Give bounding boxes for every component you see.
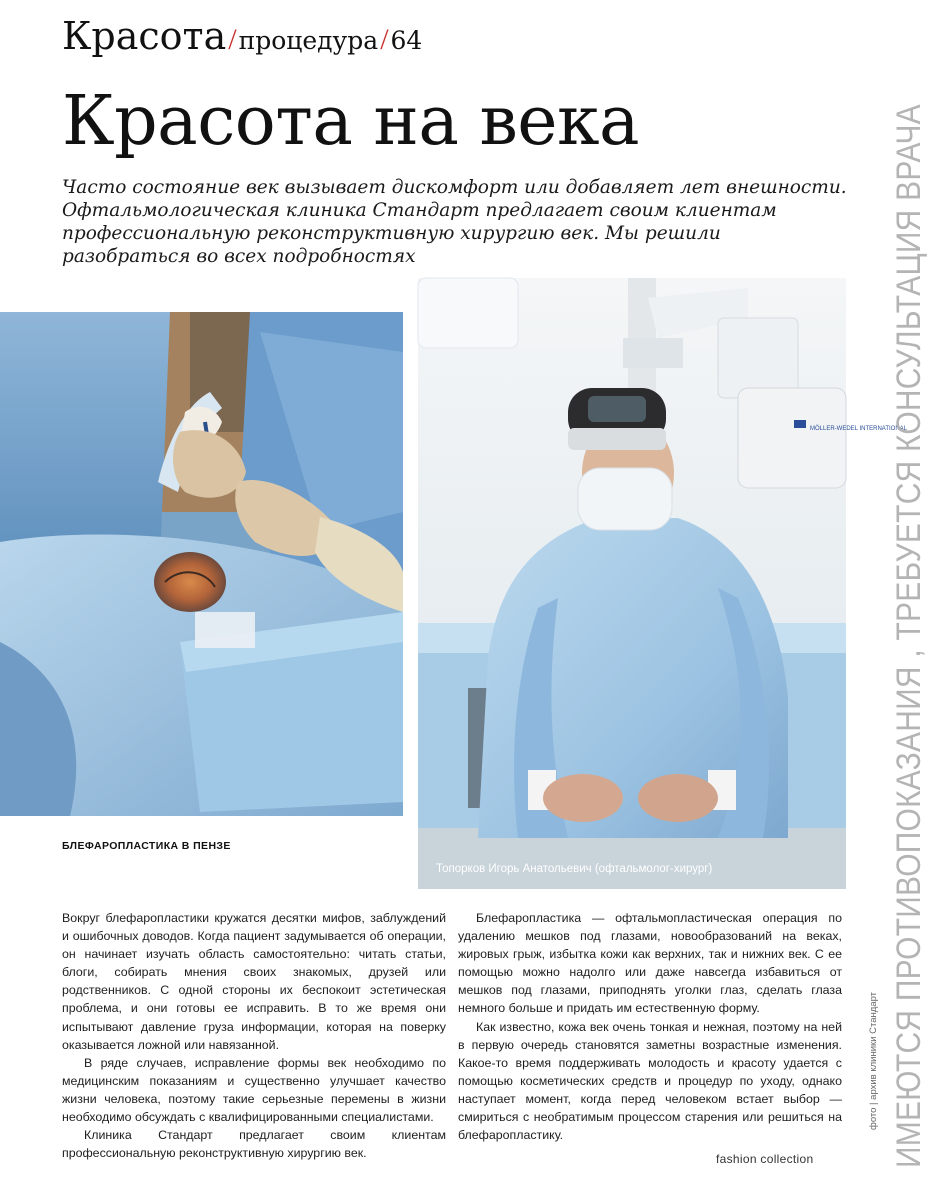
body-paragraph: Клиника Стандарт предлагает своим клиентам профессиональную реконструктивную хирургию век.: [62, 1128, 446, 1161]
body-paragraph: Как известно, кожа век очень тонкая и нежная, поэтому на ней в первую очередь становятся заметны возрастные изменения. Какое-то время поддерживать молодость и красоту удается с помощью косметических средств и процедур по уходу, однако наступает момент, когда перед человеком встает выбор — смириться с необратимым процессом старения или решиться на блефаропластику.: [458, 1019, 842, 1143]
separator: /: [380, 23, 389, 56]
left-photo-caption: БЛЕФАРОПЛАСТИКА В ПЕНЗЕ: [62, 840, 231, 852]
contraindications-notice: ИМЕЮТСЯ ПРОТИВОПОКАЗАНИЯ , ТРЕБУЕТСЯ КОНСУЛЬТАЦИЯ ВРАЧА: [890, 104, 928, 1169]
body-column-left: [62, 909, 446, 1162]
section-name: Красота: [62, 14, 227, 58]
body-paragraph: Вокруг блефаропластики кружатся десятки мифов, заблуждений и ошибочных доводов. Когда пациент задумывается об операции, он начинает изучать область самостоятельно: читать статьи, блоги, собирать мнения своих знакомых, друзей или родственников. С одной стороны их беспокоит эстетическая проблема, и они готовы ее исправить. В то же время они испытывают давление груза информации, которая на поверку оказывается ложной или навязанной.: [62, 911, 446, 1052]
body-paragraph: Блефаропластика — офтальмопластическая операция по удалению мешков под глазами, новообразований на веках, жировых грыж, избытка кожи как верхних, так и нижних век. С ее помощью можно надолго или даже навсегда избавиться от мешков под глазами, приподнять уголки глаз, сделать глаза немного больше и придать им естественную форму.: [458, 911, 842, 1016]
surgery-photo: [0, 312, 403, 816]
page-header: [62, 14, 422, 58]
surgery-illustration: [0, 312, 403, 816]
page-number: 64: [390, 26, 423, 55]
body-column-right: [458, 909, 842, 1144]
article-lead: Часто состояние век вызывает дискомфорт или добавляет лет внешности. Офтальмологическая клиника Стандарт предлагает своим клиентам профессиональную реконструктивную хирургию век. Мы решили разобраться во всех подробностях: [62, 177, 847, 267]
microscope-brand-label: MÖLLER-WEDEL INTERNATIONAL: [810, 426, 908, 432]
doctor-photo: [418, 278, 908, 889]
body-paragraph: В ряде случаев, исправление формы век необходимо по медицинским показаниям и существенно улучшает качество жизни человека, поэтому такие серьезные перемены в жизни необходимо обсуждать с квалифицированными специалистами.: [62, 1055, 446, 1125]
right-photo-caption: Топорков Игорь Анатольевич (офтальмолог-хирург): [436, 863, 713, 875]
article-title: Красота на века: [62, 82, 640, 161]
magazine-footer: fashion collection: [716, 1152, 814, 1166]
rubric-name: процедура: [238, 26, 379, 55]
separator: /: [228, 23, 237, 56]
photo-credit: фото | архив клиники Стандарт: [868, 991, 879, 1130]
doctor-illustration: [418, 278, 908, 889]
